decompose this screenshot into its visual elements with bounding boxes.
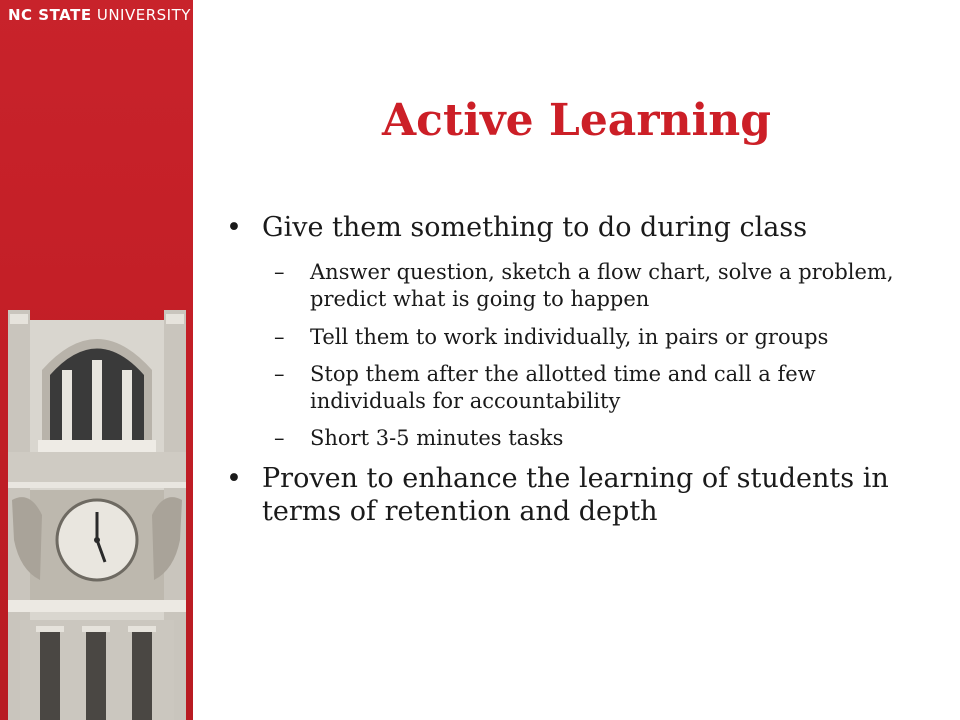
- bullet-item: [226, 463, 936, 529]
- sub-bullet-text: Answer question, sketch a flow chart, solve a problem, predict what is going to happen: [310, 259, 894, 312]
- dash-marker: –: [274, 361, 285, 386]
- sub-bullet-text: Stop them after the allotted time and call a few individuals for accountability: [310, 361, 816, 414]
- dash-marker: –: [274, 259, 285, 284]
- sub-bullet-item: [226, 425, 936, 452]
- sub-bullet-text: Short 3-5 minutes tasks: [310, 426, 564, 451]
- dash-marker: –: [274, 426, 285, 451]
- sub-bullet-list: [226, 259, 936, 453]
- dash-marker: –: [274, 324, 285, 349]
- sub-bullet-item: [226, 361, 936, 416]
- bullet-marker: •: [226, 212, 242, 243]
- slide-title: Active Learning: [382, 95, 771, 146]
- bullet-text: Give them something to do during class: [262, 212, 808, 243]
- sub-bullet-item: [226, 324, 936, 351]
- sub-bullet-item: [226, 259, 936, 314]
- university-logo: NC STATE UNIVERSITY: [8, 6, 191, 24]
- bell-tower-icon: [0, 300, 193, 720]
- bullet-list: [226, 212, 936, 543]
- bullet-marker: •: [226, 462, 242, 494]
- brand-sidebar: [0, 0, 193, 720]
- bullet-item: [226, 212, 936, 245]
- sub-bullet-text: Tell them to work individually, in pairs or groups: [310, 324, 829, 349]
- bullet-text: Proven to enhance the learning of students in terms of retention and depth: [262, 462, 889, 527]
